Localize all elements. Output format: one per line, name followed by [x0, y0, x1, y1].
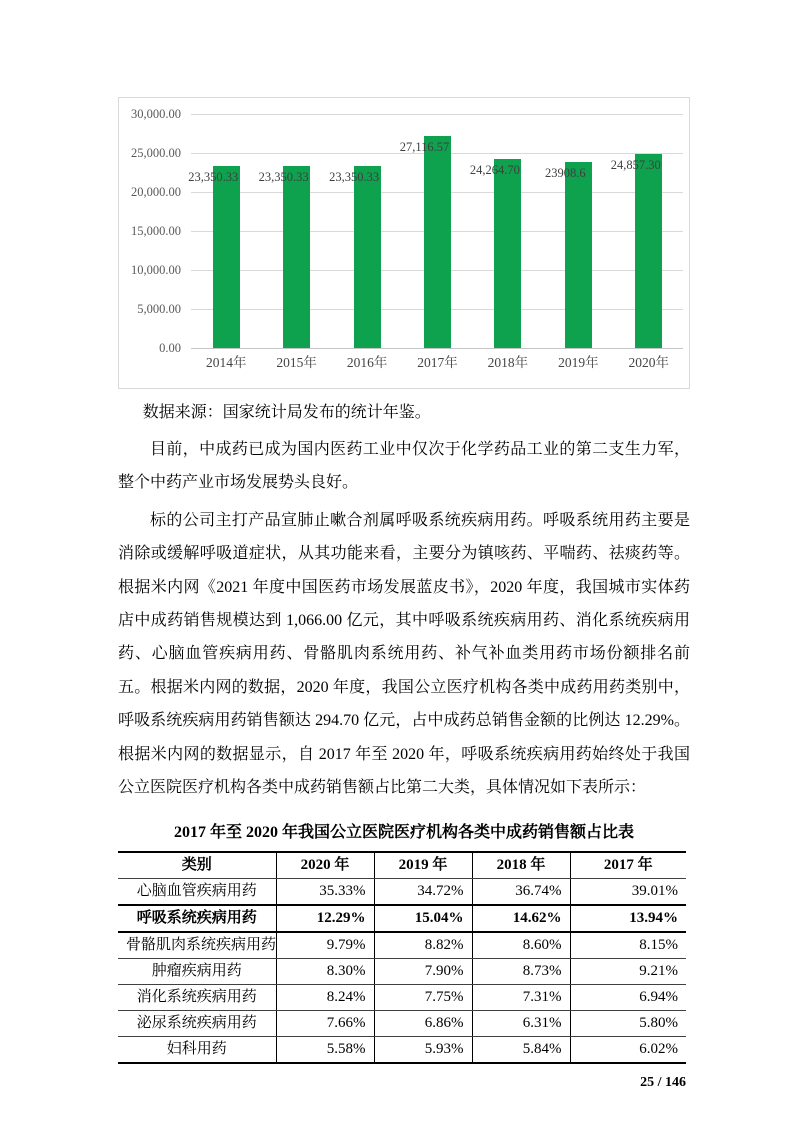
chart-bar-value-label: 24,857.30	[610, 158, 661, 173]
chart-bar	[565, 162, 592, 348]
table-cell-value: 6.31%	[472, 1011, 570, 1037]
table-header-cell: 类别	[118, 852, 276, 879]
table-cell-value: 5.93%	[374, 1037, 472, 1064]
table-cell-value: 6.94%	[570, 985, 686, 1011]
table-header-cell: 2019 年	[374, 852, 472, 879]
table-row	[118, 1011, 686, 1037]
table-cell-value: 6.02%	[570, 1037, 686, 1064]
table-row	[118, 959, 686, 985]
table-cell-value: 39.01%	[570, 879, 686, 906]
table-header-row	[118, 852, 686, 879]
chart-source-note: 数据来源：国家统计局发布的统计年鉴。	[142, 404, 431, 421]
paragraph-1: 目前，中成药已成为国内医药工业中仅次于化学药品工业的第二支生力军，整个中药产业市场发展势头良好。	[118, 441, 690, 492]
chart-bar-value-label: 23908.6	[545, 165, 586, 180]
page-content	[118, 97, 690, 1091]
table-cell-value: 36.74%	[472, 879, 570, 906]
chart-bar	[213, 166, 240, 348]
table-cell-value: 8.30%	[276, 959, 374, 985]
bar-chart	[118, 97, 690, 389]
page-number: 25 / 146	[640, 1075, 686, 1091]
table-row-label: 消化系统疾病用药	[118, 985, 276, 1011]
table-row-label: 骨骼肌肉系统疾病用药	[118, 932, 276, 959]
y-axis-tick-label: 10,000.00	[131, 263, 181, 277]
table-cell-value: 34.72%	[374, 879, 472, 906]
sales-share-table	[118, 851, 686, 1064]
table-row-label: 妇科用药	[118, 1037, 276, 1064]
table-cell-value: 7.66%	[276, 1011, 374, 1037]
table-row-label: 呼吸系统疾病用药	[118, 905, 276, 932]
chart-bar-value-label: 23,350.33	[329, 169, 380, 184]
table-body	[118, 879, 686, 1064]
table-cell-value: 9.21%	[570, 959, 686, 985]
chart-bar	[354, 166, 381, 348]
table-row-label: 心脑血管疾病用药	[118, 879, 276, 906]
table-cell-value: 8.24%	[276, 985, 374, 1011]
table-cell-value: 13.94%	[570, 905, 686, 932]
table-cell-value: 9.79%	[276, 932, 374, 959]
x-axis-tick-label: 2019年	[558, 355, 599, 370]
table-cell-value: 14.62%	[472, 905, 570, 932]
table-cell-value: 7.75%	[374, 985, 472, 1011]
table-cell-value: 7.90%	[374, 959, 472, 985]
y-axis-tick-label: 0.00	[159, 341, 181, 355]
chart-bar-value-label: 27,116.57	[399, 140, 450, 155]
table-header-cell: 2017 年	[570, 852, 686, 879]
table-cell-value: 35.33%	[276, 879, 374, 906]
table-header	[118, 852, 686, 879]
table-header-cell: 2018 年	[472, 852, 570, 879]
chart-gridline	[191, 114, 683, 115]
chart-bar-value-label: 24,264.70	[469, 162, 520, 177]
chart-gridline	[191, 348, 683, 349]
x-axis-tick-label: 2014年	[205, 355, 247, 370]
table-row	[118, 932, 686, 959]
table-cell-value: 5.58%	[276, 1037, 374, 1064]
table-row	[118, 985, 686, 1011]
paragraph-2: 标的公司主打产品宣肺止嗽合剂属呼吸系统疾病用药。呼吸系统用药主要是消除或缓解呼吸道症状，从其功能来看，主要分为镇咳药、平喘药、祛痰药等。根据米内网《2021 年度中国医药市场发展蓝皮书》，2020 年度，我国城市实体药店中成药销售规模达到 1,066.00 亿元，其中呼吸系统疾病用药、消化系统疾病用药、心脑血管疾病用药、骨骼肌肉系统用药、补气补血类用药市场份额排名前五。根据米内网的数据，2020 年度，我国公立医疗机构各类中成药用药类别中，呼吸系统疾病用药销售额达 294.70 亿元，占中成药总销售金额的比例达 12.29%。根据米内网的数据显示，自 2017 年至 2020 年，呼吸系统疾病用药始终处于我国公立医院医疗机构各类中成药销售额占比第二大类，具体情况如下表所示：	[118, 511, 690, 797]
chart-bar	[283, 166, 310, 348]
table-cell-value: 7.31%	[472, 985, 570, 1011]
chart-bar	[424, 136, 451, 348]
table-cell-value: 8.15%	[570, 932, 686, 959]
table-cell-value: 8.60%	[472, 932, 570, 959]
chart-bar	[494, 159, 521, 348]
chart-bar-value-label: 23,350.33	[258, 169, 309, 184]
table-row	[118, 879, 686, 906]
table-row-label: 泌尿系统疾病用药	[118, 1011, 276, 1037]
chart-bar-value-label: 23,350.33	[188, 169, 239, 184]
table-cell-value: 12.29%	[276, 905, 374, 932]
chart-bar	[635, 154, 662, 348]
table-cell-value: 6.86%	[374, 1011, 472, 1037]
table-cell-value: 8.82%	[374, 932, 472, 959]
table-row	[118, 905, 686, 932]
y-axis-tick-label: 30,000.00	[131, 107, 181, 121]
x-axis-tick-label: 2017年	[417, 355, 458, 370]
y-axis-tick-label: 5,000.00	[137, 302, 181, 316]
table-cell-value: 8.73%	[472, 959, 570, 985]
table-cell-value: 15.04%	[374, 905, 472, 932]
table-row	[118, 1037, 686, 1064]
x-axis-tick-label: 2018年	[487, 355, 529, 370]
x-axis-tick-label: 2020年	[628, 355, 670, 370]
y-axis-tick-label: 20,000.00	[131, 185, 181, 199]
y-axis-tick-label: 25,000.00	[131, 146, 181, 160]
y-axis-tick-label: 15,000.00	[131, 224, 181, 238]
table-header-cell: 2020 年	[276, 852, 374, 879]
table-cell-value: 5.84%	[472, 1037, 570, 1064]
x-axis-tick-label: 2016年	[346, 355, 388, 370]
table-title: 2017 年至 2020 年我国公立医院医疗机构各类中成药销售额占比表	[173, 824, 634, 842]
table-cell-value: 5.80%	[570, 1011, 686, 1037]
table-row-label: 肿瘤疾病用药	[118, 959, 276, 985]
x-axis-tick-label: 2015年	[276, 355, 317, 370]
